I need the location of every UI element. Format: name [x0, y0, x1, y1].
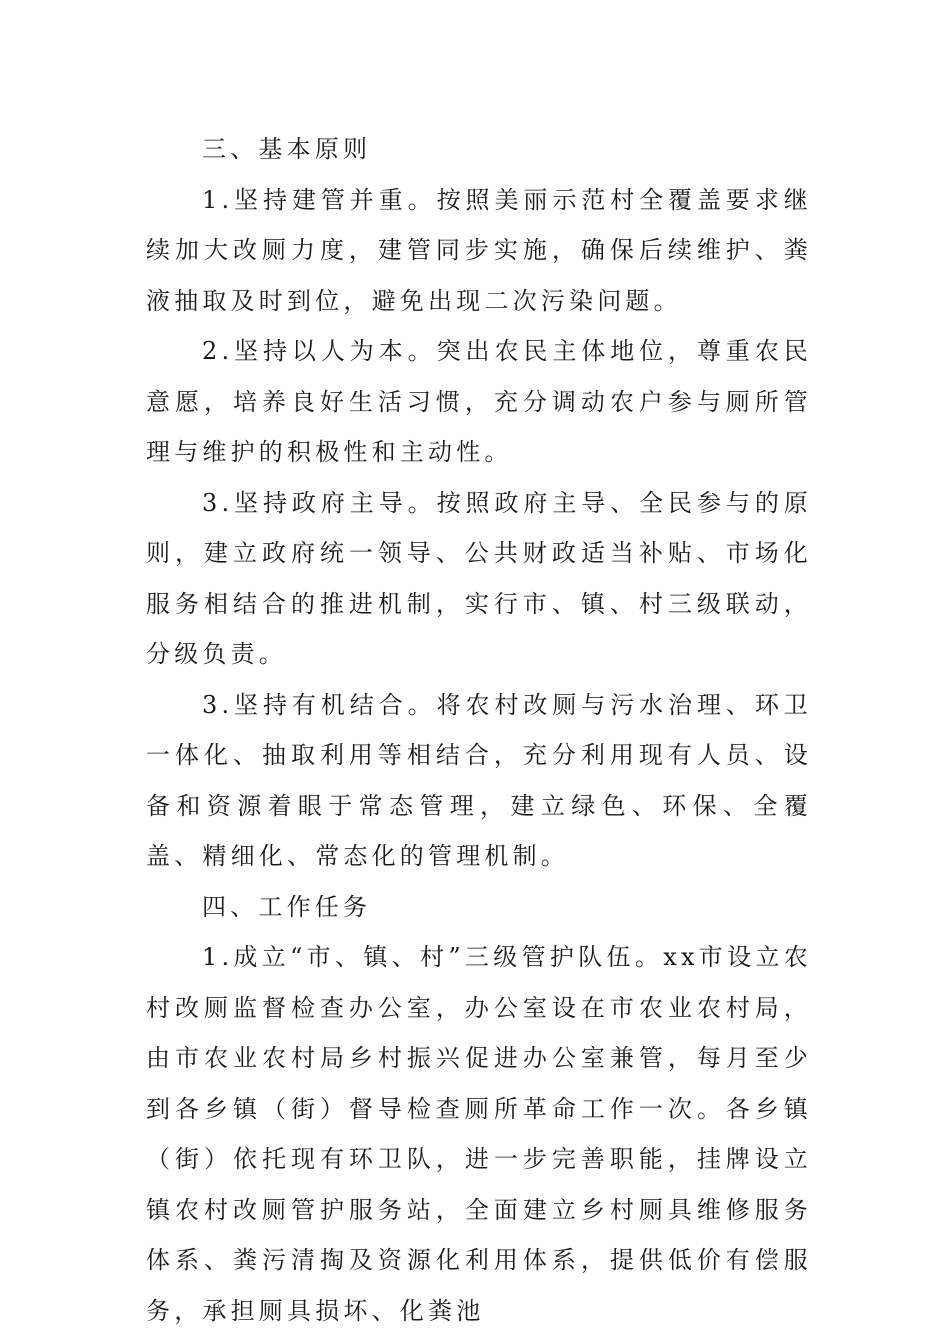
paragraph-principle-2: 2.坚持以人为本。突出农民主体地位，尊重农民意愿，培养良好生活习惯，充分调动农户参与厕所管理与维护的积极性和主动性。 [146, 337, 812, 466]
paragraph-principle-1: 1.坚持建管并重。按照美丽示范村全覆盖要求继续加大改厕力度，建管同步实施，确保后续维护、粪液抽取及时到位，避免出现二次污染问题。 [146, 185, 812, 315]
section-heading-tasks: 四、工作任务 [202, 892, 372, 921]
paragraph-task-1: 1.成立“市、镇、村”三级管护队伍。xx市设立农村改厕监督检查办公室，办公室设在市农业农村局，由市农业农村局乡村振兴促进办公室兼管，每月至少到各乡镇（街）督导检查厕所革命工作一次。各乡镇（街）依托现有环卫队，进一步完善职能，挂牌设立镇农村改厕管护服务站，全面建立乡村厕具维修服务体系、粪污清掏及资源化利用体系，提供低价有偿服务，承担厕具损坏、化粪池 [146, 943, 812, 1325]
paragraph-principle-3: 3.坚持政府主导。按照政府主导、全民参与的原则，建立政府统一领导、公共财政适当补贴、市场化服务相结合的推进机制，实行市、镇、村三级联动，分级负责。 [146, 488, 812, 668]
section-heading-principles: 三、基本原则 [202, 135, 372, 163]
paragraph-principle-4: 3.坚持有机结合。将农村改厕与污水治理、环卫一体化、抽取利用等相结合，充分利用现有人员、设备和资源着眼于常态管理，建立绿色、环保、全覆盖、精细化、常态化的管理机制。 [146, 690, 812, 870]
document-body [146, 124, 812, 1336]
